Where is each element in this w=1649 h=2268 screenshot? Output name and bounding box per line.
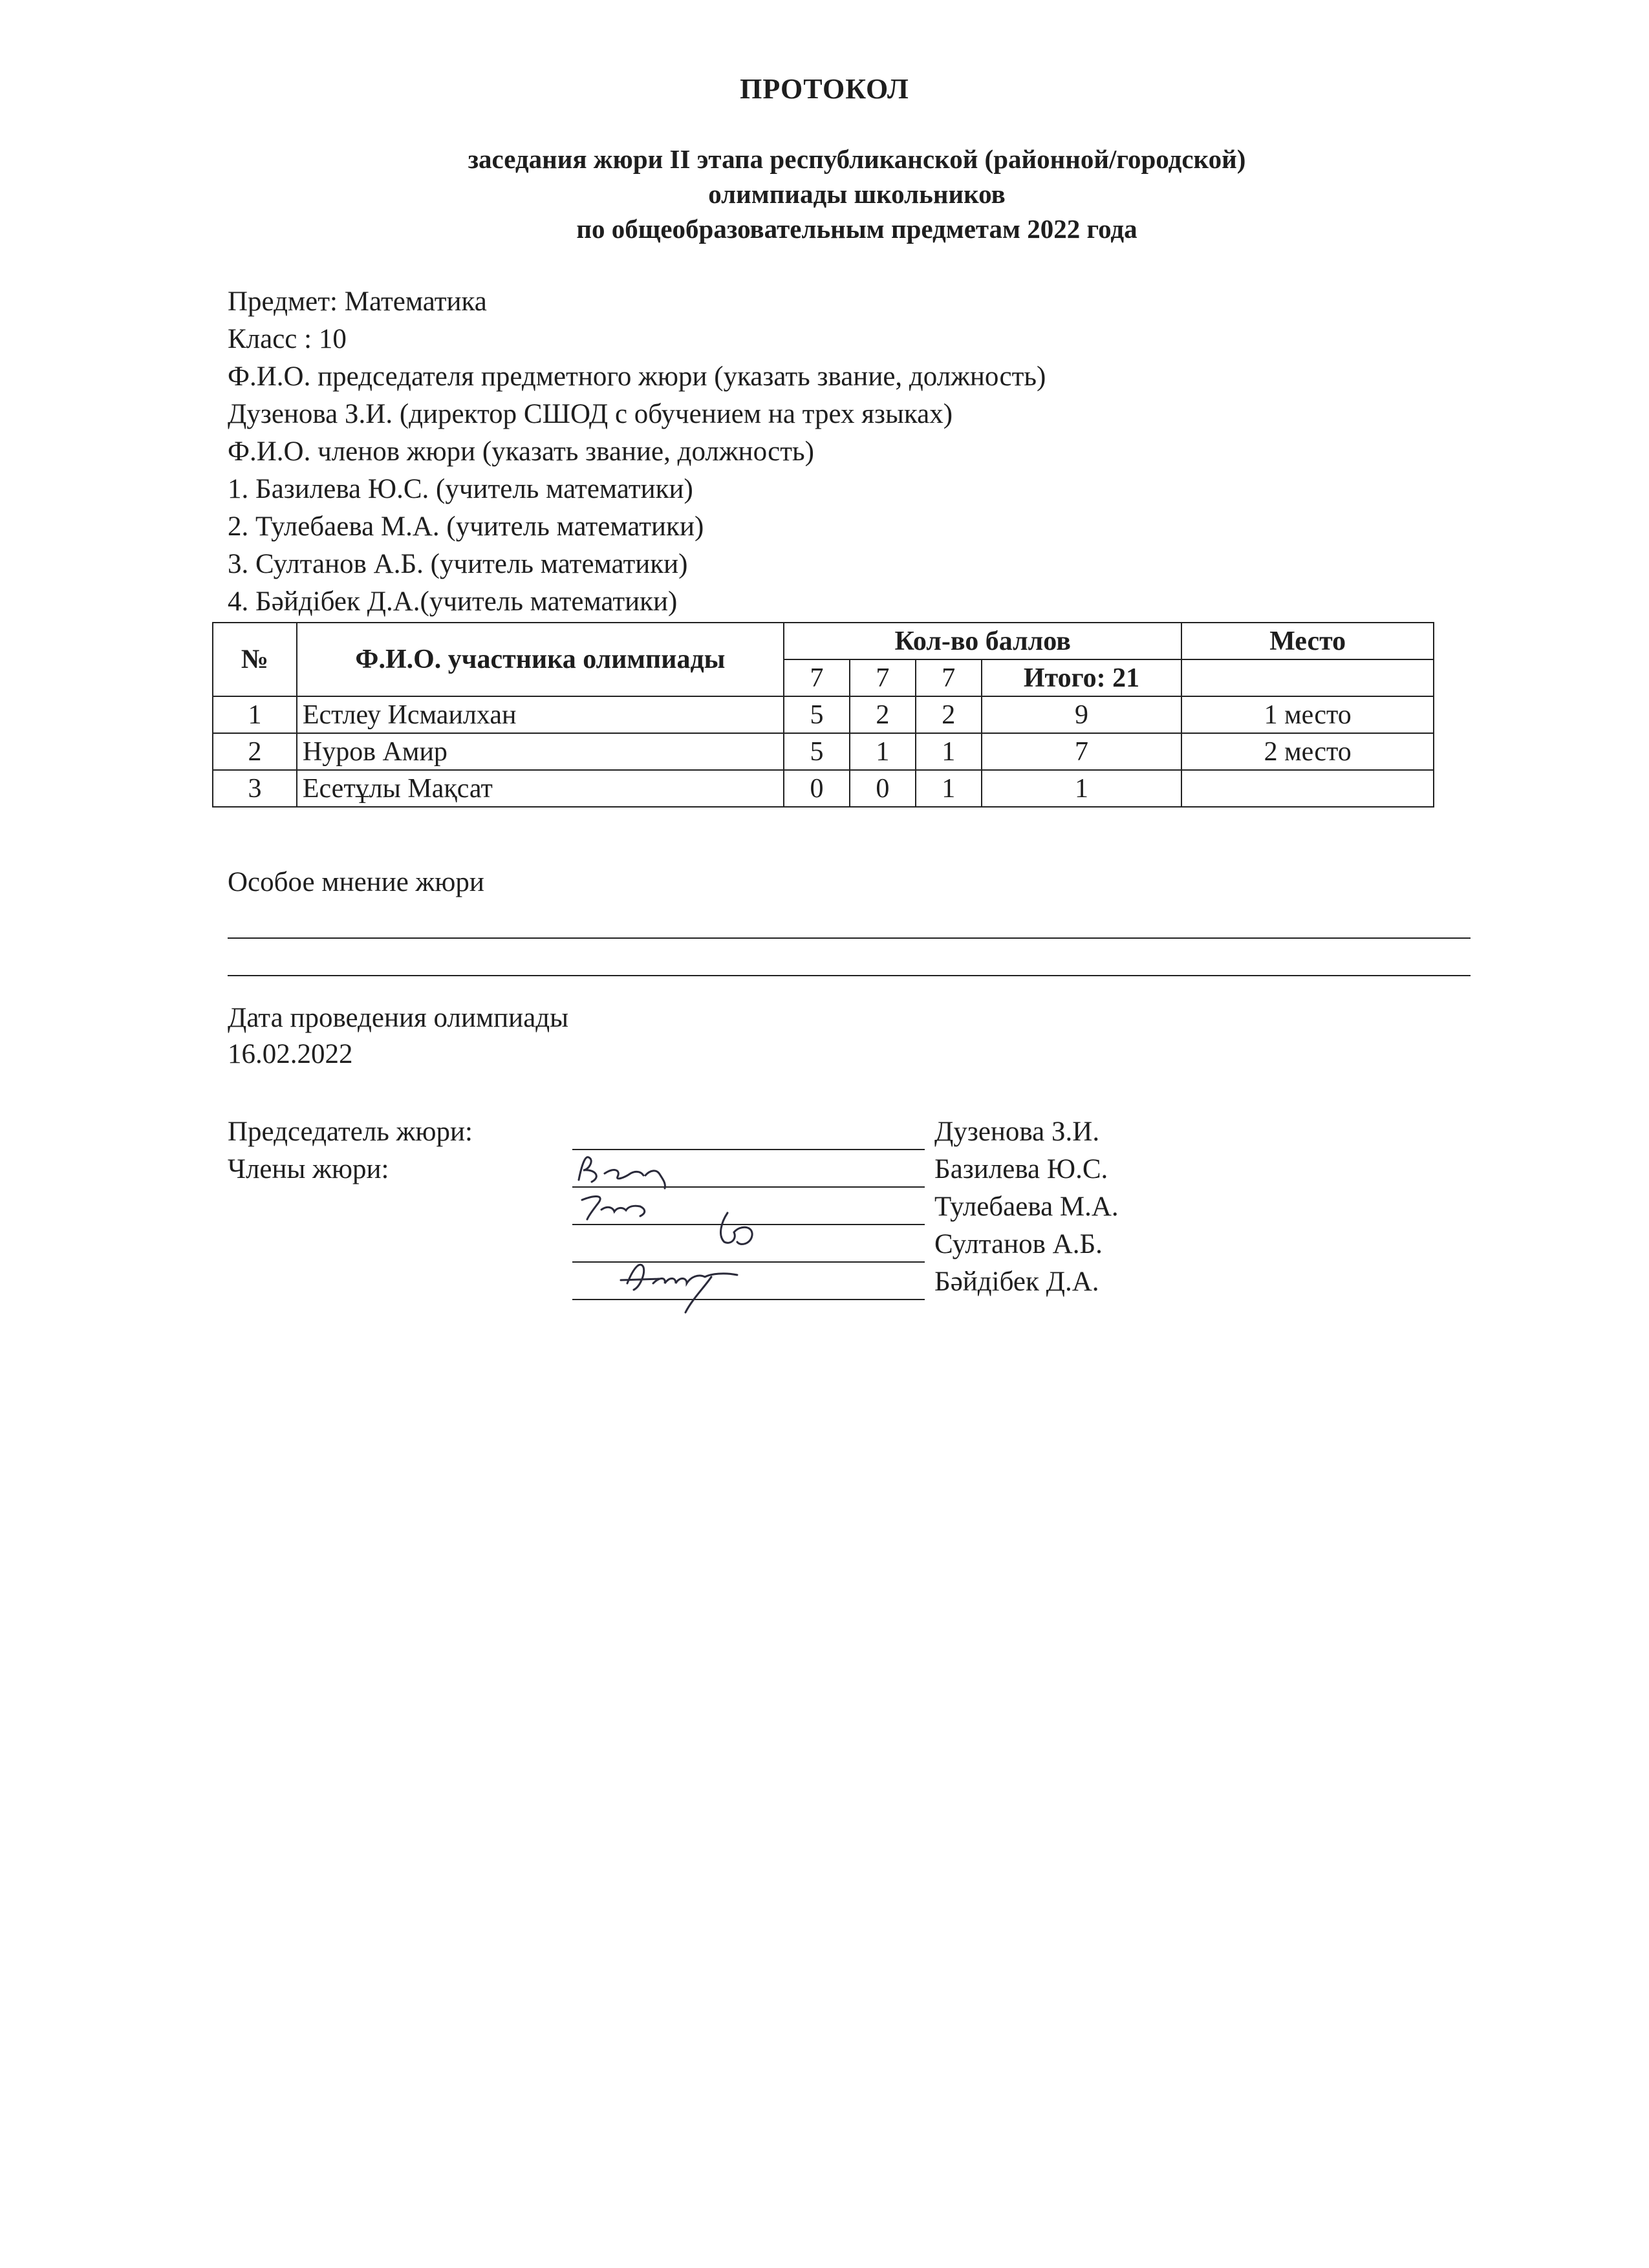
subtitle-line-1: заседания жюри II этапа республиканской (районной/городской) <box>468 144 1246 174</box>
subject-line: Предмет: Математика <box>228 286 487 317</box>
participant-name: Естлеу Исмаилхан <box>297 696 784 733</box>
col-name-header: Ф.И.О. участника олимпиады <box>297 623 784 696</box>
results-table <box>212 622 1434 808</box>
row-no: 2 <box>213 733 297 770</box>
signature-line <box>572 1149 925 1150</box>
participant-name: Нуров Амир <box>297 733 784 770</box>
members-signature-label: Члены жюри: <box>228 1154 389 1184</box>
signatory-name-3: Тулебаева М.А. <box>934 1192 1119 1222</box>
member-1: 1. Базилева Ю.С. (учитель математики) <box>228 474 693 504</box>
place <box>1181 770 1434 807</box>
member-4: 4. Бәйдібек Д.А.(учитель математики) <box>228 586 678 617</box>
score-task-1: 5 <box>784 733 850 770</box>
total-header: Итого: 21 <box>982 659 1182 696</box>
row-no: 3 <box>213 770 297 807</box>
score-task-3: 2 <box>916 696 982 733</box>
member-2: 2. Тулебаева М.А. (учитель математики) <box>228 511 704 542</box>
signatory-name-5: Бәйдібек Д.А. <box>934 1267 1099 1297</box>
task-2-max: 7 <box>850 659 916 696</box>
participant-name: Есетұлы Мақсат <box>297 770 784 807</box>
task-3-max: 7 <box>916 659 982 696</box>
score-task-2: 0 <box>850 770 916 807</box>
col-place-header: Место <box>1181 623 1434 659</box>
document-title: ПРОТОКОЛ <box>740 73 909 105</box>
score-task-1: 0 <box>784 770 850 807</box>
opinion-rule-1 <box>228 937 1471 939</box>
place: 2 место <box>1181 733 1434 770</box>
member-3: 3. Султанов А.Б. (учитель математики) <box>228 549 688 579</box>
handwritten-signature-2 <box>569 1187 698 1226</box>
task-1-max: 7 <box>784 659 850 696</box>
table-row <box>213 733 1434 770</box>
place-subheader <box>1181 659 1434 696</box>
score-task-1: 5 <box>784 696 850 733</box>
date-value: 16.02.2022 <box>228 1039 353 1069</box>
date-label: Дата проведения олимпиады <box>228 1003 569 1033</box>
signatory-name-4: Султанов А.Б. <box>934 1229 1103 1259</box>
score-task-2: 2 <box>850 696 916 733</box>
chair-caption: Ф.И.О. председателя предметного жюри (указать звание, должность) <box>228 361 1046 392</box>
subtitle-line-2: олимпиады школьников <box>708 179 1006 209</box>
score-total: 1 <box>982 770 1182 807</box>
subtitle-line-3: по общеобразовательным предметам 2022 года <box>576 214 1137 244</box>
score-task-3: 1 <box>916 770 982 807</box>
signatory-name-2: Базилева Ю.С. <box>934 1154 1108 1184</box>
row-no: 1 <box>213 696 297 733</box>
score-total: 9 <box>982 696 1182 733</box>
signatory-name-1: Дузенова З.И. <box>934 1117 1100 1147</box>
col-no-header: № <box>213 623 297 696</box>
grade-line: Класс : 10 <box>228 324 347 354</box>
opinion-rule-2 <box>228 975 1471 976</box>
chair-name: Дузенова З.И. (директор СШОД с обучением на трех языках) <box>228 399 953 429</box>
score-task-3: 1 <box>916 733 982 770</box>
handwritten-signature-4 <box>614 1248 763 1319</box>
handwritten-signature-3 <box>702 1206 779 1252</box>
handwritten-signature-1 <box>569 1151 698 1190</box>
table-row <box>213 696 1434 733</box>
opinion-label: Особое мнение жюри <box>228 867 484 897</box>
chair-signature-label: Председатель жюри: <box>228 1117 473 1147</box>
place: 1 место <box>1181 696 1434 733</box>
col-scores-header: Кол-во баллов <box>784 623 1181 659</box>
table-header-row <box>213 623 1434 659</box>
members-caption: Ф.И.О. членов жюри (указать звание, должность) <box>228 436 814 467</box>
table-row <box>213 770 1434 807</box>
score-total: 7 <box>982 733 1182 770</box>
score-task-2: 1 <box>850 733 916 770</box>
